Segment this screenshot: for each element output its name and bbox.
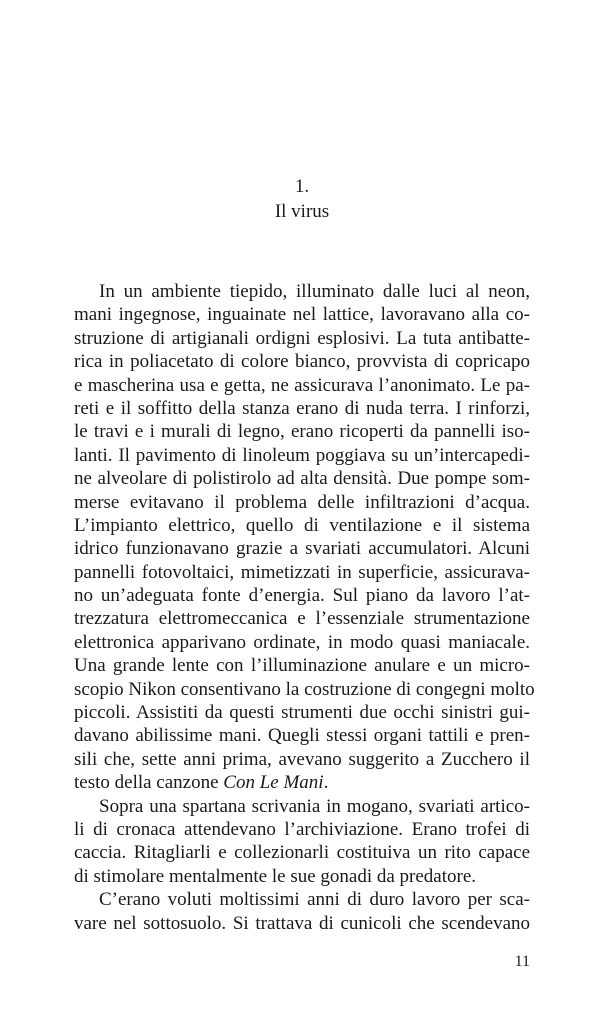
text-line: piccoli. Assistiti da questi strumenti due occhi sinistri gui- xyxy=(74,702,530,724)
text-line: rica in poliacetato di colore bianco, provvista di copricapo xyxy=(74,351,530,373)
text-line: caccia. Ritagliarli e collezionarli costituiva un rito capace xyxy=(74,842,530,864)
text-line: C’erano voluti moltissimi anni di duro lavoro per sca- xyxy=(99,889,530,911)
page-number: 11 xyxy=(514,953,530,970)
text-line: lanti. Il pavimento di linoleum poggiava su un’intercapedi- xyxy=(74,444,530,466)
text-line-with-song-title xyxy=(74,771,530,794)
text-line: le travi e i murali di legno, erano ricoperti da pannelli iso- xyxy=(74,421,530,443)
text-line: In un ambiente tiepido, illuminato dalle luci al neon, xyxy=(99,281,530,302)
chapter-number: 1. xyxy=(294,176,310,197)
text-fragment: . xyxy=(323,772,329,794)
body-text xyxy=(74,280,535,935)
text-line: ne alveolare di polistirolo ad alta densità. Due pompe som- xyxy=(74,468,530,490)
text-line: merse evitavano il problema delle infiltrazioni d’acqua. xyxy=(74,491,530,513)
text-line: scopio Nikon consentivano la costruzione di congegni molto xyxy=(74,678,535,700)
text-line: davano abilissime mani. Quegli stessi organi tattili e pren- xyxy=(74,725,530,747)
text-line: reti e il soffitto della stanza erano di nuda terra. I rinforzi, xyxy=(74,397,530,419)
text-line: struzione di artigianali ordigni esplosivi. La tuta antibatte- xyxy=(74,327,530,349)
text-line: elettronica apparivano ordinate, in modo quasi maniacale. xyxy=(74,631,530,653)
text-line: di stimolare mentalmente le sue gonadi da predatore. xyxy=(74,865,477,887)
text-line: Sopra una spartana scrivania in mogano, svariati artico- xyxy=(99,795,530,817)
text-line: mani ingegnose, inguainate nel lattice, lavoravano alla co- xyxy=(74,304,530,326)
song-title: Con Le Mani xyxy=(223,772,324,794)
text-fragment: testo della canzone xyxy=(74,772,224,794)
text-line: e mascherina usa e getta, ne assicurava l’anonimato. Le pa- xyxy=(74,374,530,396)
text-line: vare nel sottosuolo. Si trattava di cunicoli che scendevano xyxy=(74,912,530,934)
text-line: li di cronaca attendevano l’archiviazione. Erano trofei di xyxy=(74,818,530,840)
text-line: trezzatura elettromeccanica e l’essenziale strumentazione xyxy=(74,608,530,630)
text-line: sili che, sette anni prima, avevano suggerito a Zucchero il xyxy=(74,748,530,770)
text-line: L’impianto elettrico, quello di ventilazione e il sistema xyxy=(74,514,530,536)
text-line: pannelli fotovoltaici, mimetizzati in superficie, assicurava- xyxy=(74,561,530,583)
text-line: Una grande lente con l’illuminazione anulare e un micro- xyxy=(74,655,530,677)
text-line: no un’adeguata fonte d’energia. Sul piano da lavoro l’at- xyxy=(74,585,530,607)
chapter-title: Il virus xyxy=(274,201,330,222)
chapter-heading xyxy=(74,174,530,224)
text-line: idrico funzionavano grazie a svariati accumulatori. Alcuni xyxy=(74,538,530,560)
